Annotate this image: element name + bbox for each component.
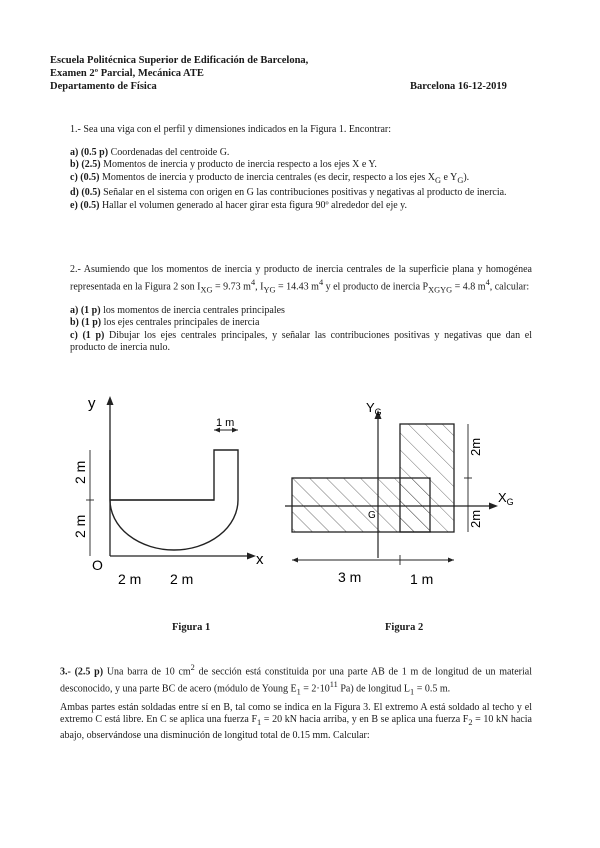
q1-item-b: b) (2.5) Momentos de inercia y producto de inercia respecto a los ejes X e Y.	[70, 159, 377, 171]
q1-item-e: e) (0.5) Hallar el volumen generado al hacer girar esta figura 90º alrededor del eje y.	[70, 199, 408, 211]
figure-2-diagram	[280, 398, 530, 594]
xg-axis-arrow	[489, 503, 498, 510]
q2-item-b: b) (1 p) los ejes centrales principales de inercia	[70, 317, 260, 329]
q3-paragraph-1: 3.- (2.5 p) Una barra de 10 $cm^2$ de sección está constituida por una parte AB de 1 m de longitud de un material desconocido, y una parte BC de acero (módulo de Young $E_1 = 2\cdot 10^{11}$ Pa) de longitud $L_1 = 0.5$ m.	[60, 663, 532, 697]
exam-title: Examen 2º Parcial, Mecánica ATE	[50, 68, 204, 79]
q2-intro: 2.- Asumiendo que los momentos de inercia y producto de inercia centrales de la superficie plana y homogénea representada en la Figura 2 son $I_{XG} = 9.73$ $m^4$, $I_{YG} = 14.43$ $m^4$ y el producto de inercia $P_{XGYG} = 4.8$ $m^4$, calcular:	[70, 264, 532, 294]
figure-1-caption: Figura 1	[172, 622, 211, 633]
q1-intro: 1.- Sea una viga con el perfil y dimensiones indicados en la Figura 1. Encontrar:	[70, 124, 392, 135]
q2-item-a: a) (1 p) los momentos de inercia centrales principales	[70, 304, 285, 316]
fig1-y-label: y	[88, 395, 96, 412]
fig1-dim-left-upper: 2 m	[72, 460, 88, 484]
fig1-dim-left-lower: 2 m	[72, 514, 88, 538]
fig2-g-label: G	[368, 510, 376, 521]
q3-paragraph-2: Ambas partes están soldadas entre sí en B, tal como se indica en la Figura 3. El extremo A está soldado al techo y el extremo C está libre. En C se aplica una fuerza $F_1 = 20$ kN hacia arriba, y en B se aplica una fuerza $F_2 = 10$ kN hacia abajo, observándose una disminución de longitud total de 0.15 mm. Calcular:	[60, 701, 532, 742]
q2-item-c: c) (1 p) Dibujar los ejes centrales principales, y señalar las contribuciones positivas y negativas que dan el producto de inercia nulo.	[70, 329, 532, 354]
q1-item-a: a) (0.5 p) Coordenadas del centroide G.	[70, 146, 230, 158]
fig2-dim-bottom-right: 1 m	[410, 571, 434, 587]
fig2-yg-label: $Y_G$	[366, 400, 382, 417]
fig1-origin-label: O	[92, 557, 103, 573]
fig2-xg-label: $X_G$	[498, 490, 514, 507]
vertical-rectangle	[400, 424, 454, 532]
fig1-dim-bottom-left: 2 m	[118, 571, 142, 587]
question-1	[70, 124, 532, 213]
fig2-dim-right-lower: 2m	[468, 509, 483, 528]
figure-1-diagram	[70, 392, 280, 592]
fig1-dim-top: 1 m	[216, 417, 235, 429]
fig2-dim-right-upper: 2m	[468, 437, 483, 456]
fig1-x-label: x	[256, 551, 264, 568]
y-axis-arrow	[107, 396, 114, 405]
fig2-dim-bottom-left: 3 m	[338, 569, 362, 585]
x-axis-arrow	[247, 553, 256, 560]
q1-item-c: c) (0.5) Momentos de inercia y producto de inercia centrales (es decir, respecto a los ejes $X_G$ e $Y_G$).	[70, 171, 470, 185]
q1-item-d: d) (0.5) Señalar en el sistema con origen en G las contribuciones positivas y negativas al producto de inercia.	[70, 187, 507, 199]
figure-2-caption: Figura 2	[385, 622, 424, 633]
place-date: Barcelona 16-12-2019	[410, 81, 507, 92]
department: Departamento de Física	[50, 81, 157, 92]
question-3	[60, 662, 532, 743]
question-2	[70, 264, 532, 355]
fig1-dim-bottom-right: 2 m	[170, 571, 194, 587]
school-name: Escuela Politécnica Superior de Edificación de Barcelona,	[50, 55, 309, 66]
